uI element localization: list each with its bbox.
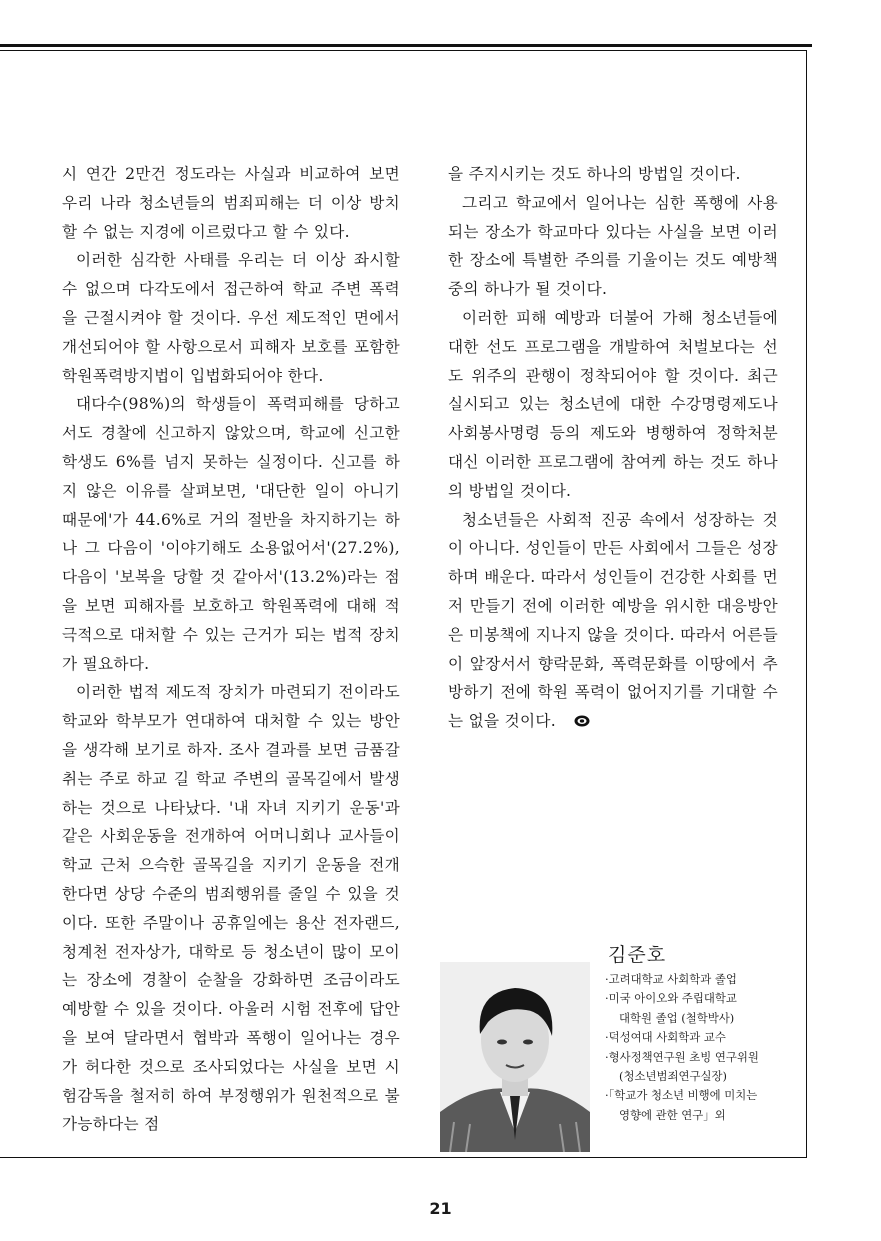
paragraph-final: [448, 506, 778, 736]
bio-line: 대학원 졸업 (철학박사): [619, 1010, 735, 1025]
paragraph: 이러한 법적 제도적 장치가 마련되기 전이라도 학교와 학부모가 연대하여 대처할 수 있는 방안을 생각해 보기로 하자. 조사 결과를 보면 금품갈취는 주로 하교 길 학교 주변의 골목길에서 발생하는 것으로 나타났다. '내 자녀 지키기 운동'과 같은 사회운동을 전개하여 어머니회나 교사들이 학교 근처 으슥한 골목길을 지키기 운동을 전개한다면 상당 수준의 범죄행위를 줄일 수 있을 것이다. 또한 주말이나 공휴일에는 용산 전자랜드, 청계천 전자상가, 대학로 등 청소년이 많이 모이는 장소에 경찰이 순찰을 강화하면 조금이라도 예방할 수 있을 것이다. 아울러 시험 전후에 답안을 보여 달라면서 협박과 폭행이 일어나는 경우가 허다한 것으로 조사되었다는 사실을 보면 시험감독을 철저히 하여 부정행위가 원천적으로 불가능하다는 점: [62, 683, 400, 1134]
bio-line: ·「학교가 청소년 비행에 미치는: [605, 1088, 758, 1103]
paragraph: 대다수(98%)의 학생들이 폭력피해를 당하고서도 경찰에 신고하지 않았으며, 학교에 신고한 학생도 6%를 넘지 못하는 실정이다. 신고를 하지 않은 이유를 살펴보면, '대단한 일이 아니기 때문에'가 44.6%로 거의 절반을 차지하기는 하나 그 다음이 '이야기해도 소용없어서'(27.2%), 다음이 '보복을 당할 것 같아서'(13.2%)라는 점을 보면 피해자를 보호하고 학원폭력에 대해 적극적으로 대처할 수 있는 근거가 되는 법적 장치가 필요하다.: [62, 395, 400, 673]
paragraph: 이러한 심각한 사태를 우리는 더 이상 좌시할 수 없으며 다각도에서 접근하여 학교 주변 폭력을 근절시켜야 할 것이다. 우선 제도적인 면에서 개선되어야 할 사항으로서 피해자 보호를 포함한 학원폭력방지법이 입법화되어야 한다.: [62, 251, 400, 385]
author-bio: [605, 970, 795, 1125]
article-left-column: [62, 160, 400, 1139]
bio-line: ·덕성여대 사회학과 교수: [605, 1030, 726, 1045]
bio-line: ·고려대학교 사회학과 졸업: [605, 972, 737, 986]
bio-line: (청소년범죄연구실장): [619, 1069, 727, 1084]
top-border-rule-thin: [0, 50, 806, 51]
author-profile: [440, 942, 790, 1152]
author-name: 김준호: [608, 944, 667, 966]
page-number: 21: [429, 1199, 452, 1218]
author-photo: [440, 962, 590, 1152]
paragraph: 을 주지시키는 것도 하나의 방법일 것이다.: [448, 165, 741, 183]
paragraph: 이러한 피해 예방과 더불어 가해 청소년들에 대한 선도 프로그램을 개발하여 처벌보다는 선도 위주의 관행이 정착되어야 할 것이다. 최근 실시되고 있는 청소년에 대한 수강명령제도나 사회봉사명령 등의 제도와 병행하여 정학처분 대신 이러한 프로그램에 참여케 하는 것도 하나의 방법일 것이다.: [448, 308, 778, 500]
article-right-column: [448, 160, 778, 736]
bio-line: ·미국 아이오와 주립대학교: [605, 991, 737, 1006]
end-of-article-icon: [560, 708, 576, 720]
right-border-rule: [806, 50, 807, 1158]
bio-line: 영향에 관한 연구」외: [619, 1107, 726, 1122]
top-border-rule: [0, 44, 812, 47]
paragraph: 시 연간 2만건 정도라는 사실과 비교하여 보면 우리 나라 청소년들의 범죄피해는 더 이상 방치할 수 없는 지경에 이르렀다고 할 수 있다.: [62, 165, 400, 241]
bio-line: ·형사정책연구원 초빙 연구위원: [605, 1049, 759, 1064]
final-paragraph-text: 청소년들은 사회적 진공 속에서 성장하는 것이 아니다. 성인들이 만든 사회에서 그들은 성장하며 배운다. 따라서 성인들이 건강한 사회를 먼저 만들기 전에 이러한 예방을 위시한 대응방안은 미봉책에 지나지 않을 것이다. 따라서 어른들이 앞장서서 향락문화, 폭력문화를 이땅에서 추방하기 전에 학원 폭력이 없어지기를 기대할 수는 없을 것이다.: [448, 510, 778, 731]
paragraph: 그리고 학교에서 일어나는 심한 폭행에 사용되는 장소가 학교마다 있다는 사실을 보면 이러한 장소에 특별한 주의를 기울이는 것도 예방책 중의 하나가 될 것이다.: [448, 193, 778, 299]
bottom-border-rule: [0, 1157, 807, 1158]
